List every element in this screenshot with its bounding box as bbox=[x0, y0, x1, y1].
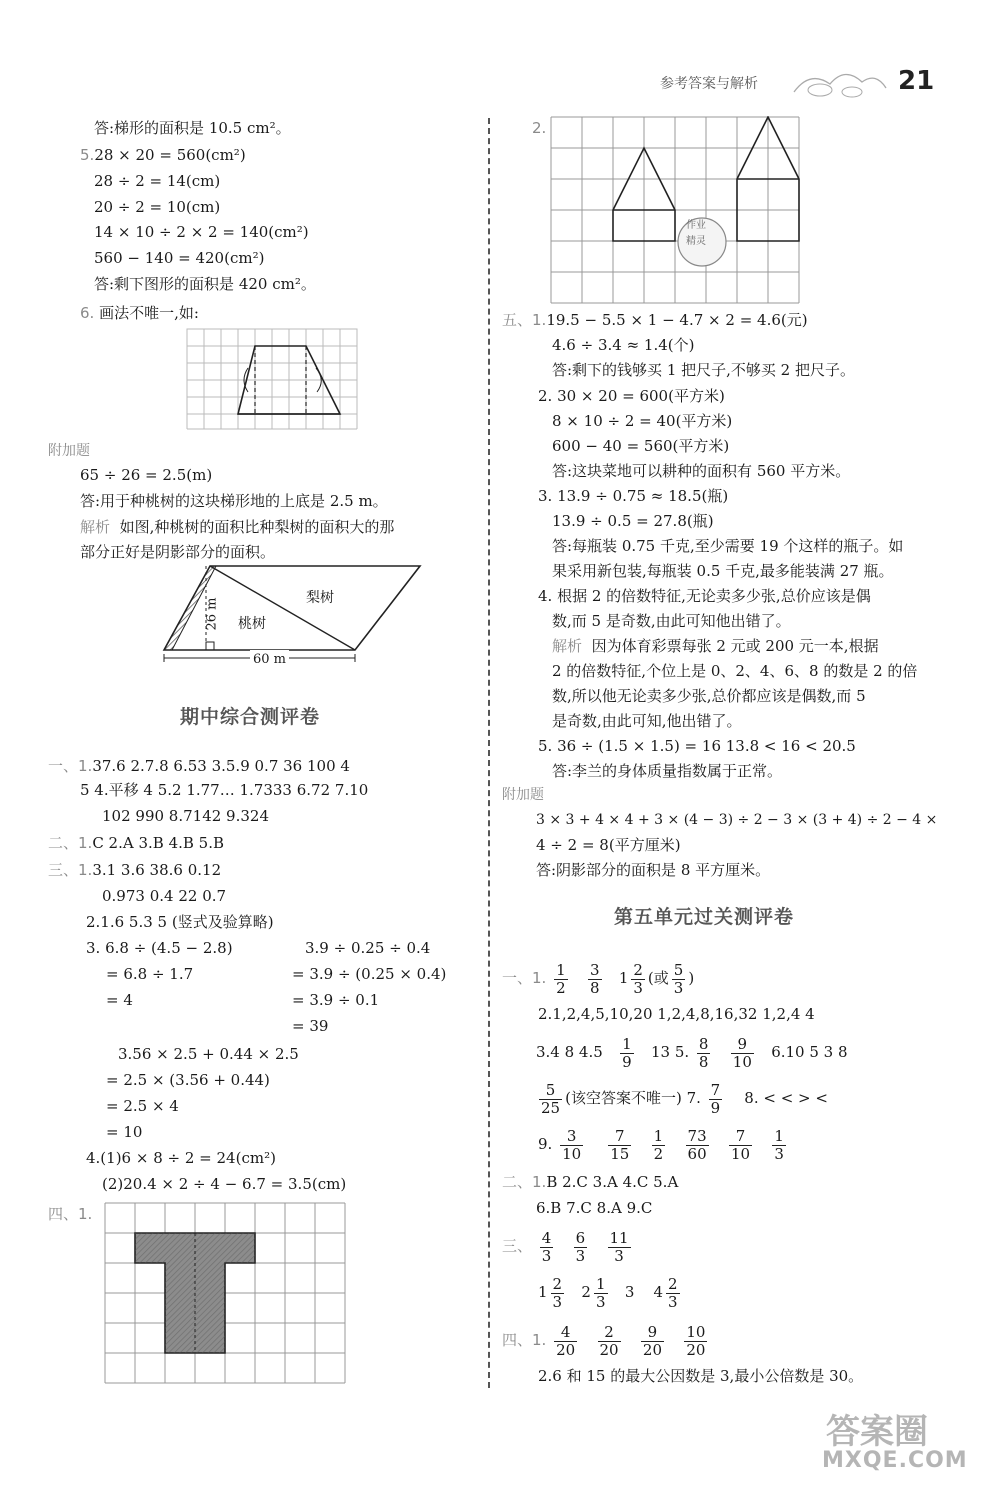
answer-line: 6.B 7.C 8.A 9.C bbox=[536, 1199, 653, 1217]
fraction: $\frac{2}{3}$ bbox=[552, 1274, 563, 1311]
answer-line: = 39 bbox=[292, 1017, 329, 1035]
answer-line: 答:梯形的面积是 10.5 cm²。 bbox=[94, 119, 291, 137]
answer-line: 3.56 × 2.5 + 0.44 × 2.5 bbox=[118, 1045, 299, 1063]
question-number: 2. bbox=[532, 119, 547, 137]
answer-line: 102 990 8.7142 9.324 bbox=[102, 807, 269, 825]
fraction: $\frac{7}{15}$ bbox=[610, 1126, 630, 1163]
fraction: $\frac{9}{10}$ bbox=[732, 1034, 752, 1071]
answer-line: 二、1.C 2.A 3.B 4.B 5.B bbox=[48, 834, 225, 852]
analysis-line: 解析 如图,种桃树的面积比种梨树的面积大的那 bbox=[80, 518, 395, 536]
midterm-section-title: 期中综合测评卷 bbox=[180, 706, 321, 728]
extra-section-title: 附加题 bbox=[48, 443, 90, 459]
t-shape-grid-figure bbox=[104, 1202, 356, 1384]
answer-line: 答:剩下图形的面积是 420 cm²。 bbox=[94, 275, 316, 293]
answer-line: 2.1.6 5.3 5 (竖式及验算略) bbox=[86, 913, 274, 931]
answer-line: $\frac{5}{25}$ (该空答案不唯一) 7. $\frac{7}{9}$ 8. < < > < bbox=[541, 1080, 828, 1117]
fraction: $\frac{5}{25}$ bbox=[541, 1080, 561, 1117]
answer-line: 3. 6.8 ÷ (4.5 − 2.8) bbox=[86, 939, 233, 957]
answer-line: 1 $\frac{2}{3}$ 2 $\frac{1}{3}$ 3 4 $\frac{2}{3}$ bbox=[538, 1274, 678, 1311]
fraction: $\frac{4}{3}$ bbox=[541, 1228, 552, 1265]
answer-line: = 2.5 × (3.56 + 0.44) bbox=[106, 1071, 270, 1089]
analysis-line: 2 的倍数特征,个位上是 0、2、4、6、8 的数是 2 的倍 bbox=[552, 662, 918, 680]
analysis-line: 数,所以他无论卖多少张,总价都应该是偶数,而 5 bbox=[552, 687, 866, 705]
fraction: $\frac{3}{8}$ bbox=[589, 960, 600, 997]
fraction: $\frac{6}{3}$ bbox=[575, 1228, 586, 1265]
answer-line: 13.9 ÷ 0.5 = 27.8(瓶) bbox=[552, 512, 714, 530]
fraction: $\frac{10}{20}$ bbox=[686, 1322, 706, 1359]
fraction: $\frac{2}{3}$ bbox=[633, 960, 643, 997]
analysis-line: 部分正好是阴影部分的面积。 bbox=[80, 543, 276, 561]
answer-line: 3.9 ÷ 0.25 ÷ 0.4 bbox=[305, 939, 431, 957]
answer-line: 答:这块菜地可以耕种的面积有 560 平方米。 bbox=[552, 462, 851, 480]
extra-section-title: 附加题 bbox=[502, 787, 544, 803]
fraction: $\frac{5}{3}$ bbox=[673, 960, 684, 997]
answer-line: 4.(1)6 × 8 ÷ 2 = 24(cm²) bbox=[86, 1149, 276, 1167]
answer-line: 560 − 140 = 420(cm²) bbox=[94, 249, 265, 267]
base-label: 60 m bbox=[250, 650, 289, 670]
answer-line: 20 ÷ 2 = 10(cm) bbox=[94, 198, 221, 216]
answer-line: 2.6 和 15 的最大公因数是 3,最小公倍数是 30。 bbox=[538, 1367, 864, 1385]
trapezoid-grid-figure bbox=[186, 328, 360, 430]
fraction: $\frac{7}{10}$ bbox=[730, 1126, 751, 1163]
answer-line: 0.973 0.4 22 0.7 bbox=[102, 887, 227, 905]
answer-line: 5.28 × 20 = 560(cm²) bbox=[80, 146, 246, 164]
answer-line: 答:剩下的钱够买 1 把尺子,不够买 2 把尺子。 bbox=[552, 361, 855, 379]
answer-line: 果采用新包装,每瓶装 0.5 千克,最多能装满 27 瓶。 bbox=[552, 562, 894, 580]
analysis-line: 是奇数,由此可知,他出错了。 bbox=[552, 712, 742, 730]
fraction: $\frac{1}{3}$ bbox=[774, 1126, 784, 1163]
answer-line: 65 ÷ 26 = 2.5(m) bbox=[80, 466, 213, 484]
answer-line: 2. 30 × 20 = 600(平方米) bbox=[538, 387, 725, 405]
answer-line: 答:每瓶装 0.75 千克,至少需要 19 个这样的瓶子。如 bbox=[552, 537, 904, 555]
answer-line: 8 × 10 ÷ 2 = 40(平方米) bbox=[552, 412, 733, 430]
answer-line: = 3.9 ÷ (0.25 × 0.4) bbox=[292, 965, 447, 983]
answer-line: = 2.5 × 4 bbox=[106, 1097, 179, 1115]
fraction: $\frac{73}{60}$ bbox=[687, 1126, 707, 1163]
fraction: $\frac{1}{2}$ bbox=[556, 960, 566, 997]
peach-tree-label: 桃树 bbox=[238, 616, 266, 632]
fraction: $\frac{3}{10}$ bbox=[562, 1126, 582, 1163]
answer-line: 二、1.B 2.C 3.A 4.C 5.A bbox=[502, 1173, 679, 1191]
answer-line: 6. 画法不唯一,如: bbox=[80, 304, 199, 322]
page-number: 21 bbox=[898, 66, 935, 96]
answer-line: 3.4 8 4.5 $\frac{1}{9}$ 13 5. $\frac{8}{8}$ $\frac{9}{10}$ 6.10 5 3 8 bbox=[536, 1034, 848, 1071]
answer-line: 2.1,2,4,5,10,20 1,2,4,8,16,32 1,2,4 4 bbox=[538, 1005, 815, 1023]
answer-line: 四、1. $\frac{4}{20}$ $\frac{2}{20}$ $\frac{9}{20}$ $\frac{10}{20}$ bbox=[502, 1322, 706, 1359]
unit5-section-title: 第五单元过关测评卷 bbox=[614, 906, 795, 928]
column-divider bbox=[488, 118, 490, 1388]
answer-line: 5 4.平移 4 5.2 1.77… 1.7333 6.72 7.10 bbox=[80, 781, 369, 799]
question-number: 四、1. bbox=[48, 1205, 93, 1223]
answer-line: 一、1.37.6 2.7.8 6.53 3.5.9 0.7 36 100 4 bbox=[48, 757, 350, 775]
answer-line: 9. $\frac{3}{10}$ $\frac{7}{15}$ $\frac{1}{2}$ $\frac{73}{60}$ $\frac{7}{10}$ $\frac{1}{3}$ bbox=[538, 1126, 784, 1163]
fraction: $\frac{11}{3}$ bbox=[609, 1228, 629, 1265]
stamp-text: 作业 bbox=[686, 220, 706, 231]
fraction: $\frac{7}{9}$ bbox=[710, 1080, 721, 1117]
answer-line: 28 ÷ 2 = 14(cm) bbox=[94, 172, 221, 190]
answer-line: 三、1.3.1 3.6 38.6 0.12 bbox=[48, 861, 222, 879]
fraction: $\frac{1}{9}$ bbox=[622, 1034, 632, 1071]
answer-line: 4. 根据 2 的倍数特征,无论卖多少张,总价应该是偶 bbox=[538, 587, 871, 605]
answer-line: 3. 13.9 ÷ 0.75 ≈ 18.5(瓶) bbox=[538, 487, 729, 505]
fraction: $\frac{2}{20}$ bbox=[599, 1322, 619, 1359]
answer-line: 五、1.19.5 − 5.5 × 1 − 4.7 × 2 = 4.6(元) bbox=[502, 311, 808, 329]
answer-line: 答:李兰的身体质量指数属于正常。 bbox=[552, 762, 783, 780]
answer-line: 4 ÷ 2 = 8(平方厘米) bbox=[536, 836, 681, 854]
answer-line: 14 × 10 ÷ 2 × 2 = 140(cm²) bbox=[94, 223, 309, 241]
pear-tree-label: 梨树 bbox=[306, 590, 334, 606]
orchard-parallelogram-figure bbox=[150, 562, 435, 670]
fraction: $\frac{4}{20}$ bbox=[556, 1322, 576, 1359]
answer-line: 4.6 ÷ 3.4 ≈ 1.4(个) bbox=[552, 336, 695, 354]
header-decoration bbox=[790, 62, 890, 104]
fraction: $\frac{1}{3}$ bbox=[595, 1274, 606, 1311]
height-label: 26 m bbox=[204, 597, 220, 631]
analysis-line: 解析 因为体育彩票每张 2 元或 200 元一本,根据 bbox=[552, 637, 879, 655]
house-shapes-grid-figure bbox=[550, 116, 802, 306]
answer-line: 数,而 5 是奇数,由此可知他出错了。 bbox=[552, 612, 791, 630]
fraction: $\frac{8}{8}$ bbox=[698, 1034, 709, 1071]
answer-line: = 4 bbox=[106, 991, 133, 1009]
answer-line: = 3.9 ÷ 0.1 bbox=[292, 991, 380, 1009]
answer-line: 答:阴影部分的面积是 8 平方厘米。 bbox=[536, 861, 771, 879]
answer-line: 三、 $\frac{4}{3}$ $\frac{6}{3}$ $\frac{11}{3}$ bbox=[502, 1228, 629, 1265]
answer-line: 答:用于种桃树的这块梯形地的上底是 2.5 m。 bbox=[80, 492, 388, 510]
answer-line: 5. 36 ÷ (1.5 × 1.5) = 16 13.8 < 16 < 20.5 bbox=[538, 737, 856, 755]
answer-line: = 10 bbox=[106, 1123, 143, 1141]
answer-line: 600 − 40 = 560(平方米) bbox=[552, 437, 730, 455]
fraction: $\frac{9}{20}$ bbox=[642, 1322, 662, 1359]
watermark-url: MXQE.COM bbox=[822, 1448, 968, 1473]
fraction: $\frac{1}{2}$ bbox=[653, 1126, 664, 1163]
answer-line: = 6.8 ÷ 1.7 bbox=[106, 965, 194, 983]
answer-line: 一、1. $\frac{1}{2}$ $\frac{3}{8}$ 1 $\frac{2}{3}$ (或 $\frac{5}{3}$ ) bbox=[502, 960, 695, 997]
header-label: 参考答案与解析 bbox=[660, 76, 758, 92]
fraction: $\frac{2}{3}$ bbox=[667, 1274, 678, 1311]
watermark-logo: 答案圈 bbox=[826, 1412, 928, 1452]
answer-line: 3 × 3 + 4 × 4 + 3 × (4 − 3) ÷ 2 − 3 × (3 + 4) ÷ 2 − 4 × bbox=[536, 812, 938, 828]
stamp-text: 精灵 bbox=[686, 236, 706, 247]
answer-line: (2)20.4 × 2 ÷ 4 − 6.7 = 3.5(cm) bbox=[102, 1175, 347, 1193]
